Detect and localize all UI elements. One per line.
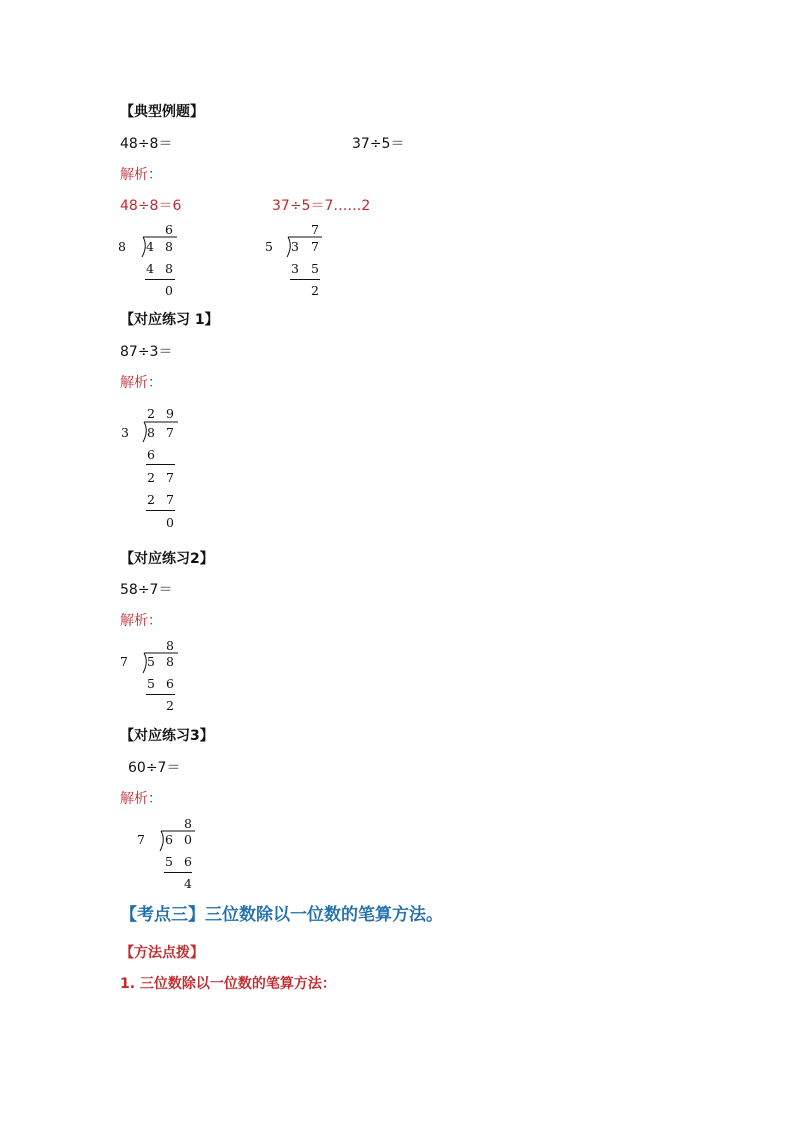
remainder: 2: [166, 698, 174, 713]
dividend-digit: 4: [146, 239, 154, 254]
quotient-digit: 6: [165, 222, 173, 237]
divisor: 5: [265, 239, 273, 254]
method-heading: 【方法点拨】: [120, 945, 204, 961]
exercise-2-heading: 【对应练习2】: [120, 551, 214, 567]
divider-line: [146, 694, 175, 695]
exercise-1-analysis-label: 解析：: [120, 375, 162, 391]
example-question-2: 37÷5＝: [352, 136, 405, 152]
partial-digit: 2: [147, 470, 155, 485]
subtract-digit: 8: [165, 261, 173, 276]
dividend-digit: 0: [184, 832, 192, 847]
divisor: 3: [121, 425, 129, 440]
subtract-digit: 3: [291, 261, 299, 276]
example-heading: 【典型例题】: [120, 104, 204, 120]
subtract-digit: 6: [147, 447, 155, 462]
dividend-digit: 6: [165, 832, 173, 847]
dividend-digit: 5: [147, 654, 155, 669]
quotient-digit: 2: [147, 406, 155, 421]
divisor: 8: [118, 239, 126, 254]
subtract-digit: 5: [311, 261, 319, 276]
subtract-digit: 6: [184, 854, 192, 869]
quotient-digit: 8: [166, 638, 174, 653]
subtract-digit: 7: [166, 492, 174, 507]
exercise-2-question: 58÷7＝: [120, 582, 173, 598]
divider-line: [146, 464, 175, 465]
divider-line: [290, 279, 320, 280]
example-question-1: 48÷8＝: [120, 136, 173, 152]
divider-line: [146, 510, 175, 511]
exercise-1-question: 87÷3＝: [120, 344, 173, 360]
exercise-2-analysis-label: 解析：: [120, 613, 162, 629]
quotient-digit: 7: [311, 222, 319, 237]
section-3-title: 【考点三】三位数除以一位数的笔算方法。: [120, 905, 443, 925]
dividend-digit: 8: [147, 425, 155, 440]
divisor: 7: [120, 654, 128, 669]
quotient-digit: 8: [184, 816, 192, 831]
dividend-digit: 8: [165, 239, 173, 254]
dividend-digit: 7: [166, 425, 174, 440]
subtract-digit: 6: [166, 676, 174, 691]
exercise-3-analysis-label: 解析：: [120, 791, 162, 807]
remainder: 0: [166, 515, 174, 530]
remainder: 4: [184, 876, 192, 891]
quotient-digit: 9: [166, 406, 174, 421]
partial-digit: 7: [166, 470, 174, 485]
method-point-1: 1. 三位数除以一位数的笔算方法：: [120, 976, 336, 992]
subtract-digit: 2: [147, 492, 155, 507]
divider-line: [145, 279, 175, 280]
divider-line: [164, 872, 192, 873]
exercise-3-heading: 【对应练习3】: [120, 728, 214, 744]
example-answer-1: 48÷8＝6: [120, 198, 182, 214]
subtract-digit: 5: [165, 854, 173, 869]
exercise-1-heading: 【对应练习 1】: [120, 312, 219, 328]
example-analysis-label: 解析：: [120, 167, 162, 183]
dividend-digit: 8: [166, 654, 174, 669]
subtract-digit: 5: [147, 676, 155, 691]
dividend-digit: 7: [311, 239, 319, 254]
remainder: 0: [165, 283, 173, 298]
example-answer-2: 37÷5＝7……2: [272, 198, 371, 214]
exercise-3-question: 60÷7＝: [128, 760, 181, 776]
divisor: 7: [137, 832, 145, 847]
dividend-digit: 3: [291, 239, 299, 254]
subtract-digit: 4: [146, 261, 154, 276]
remainder: 2: [311, 283, 319, 298]
